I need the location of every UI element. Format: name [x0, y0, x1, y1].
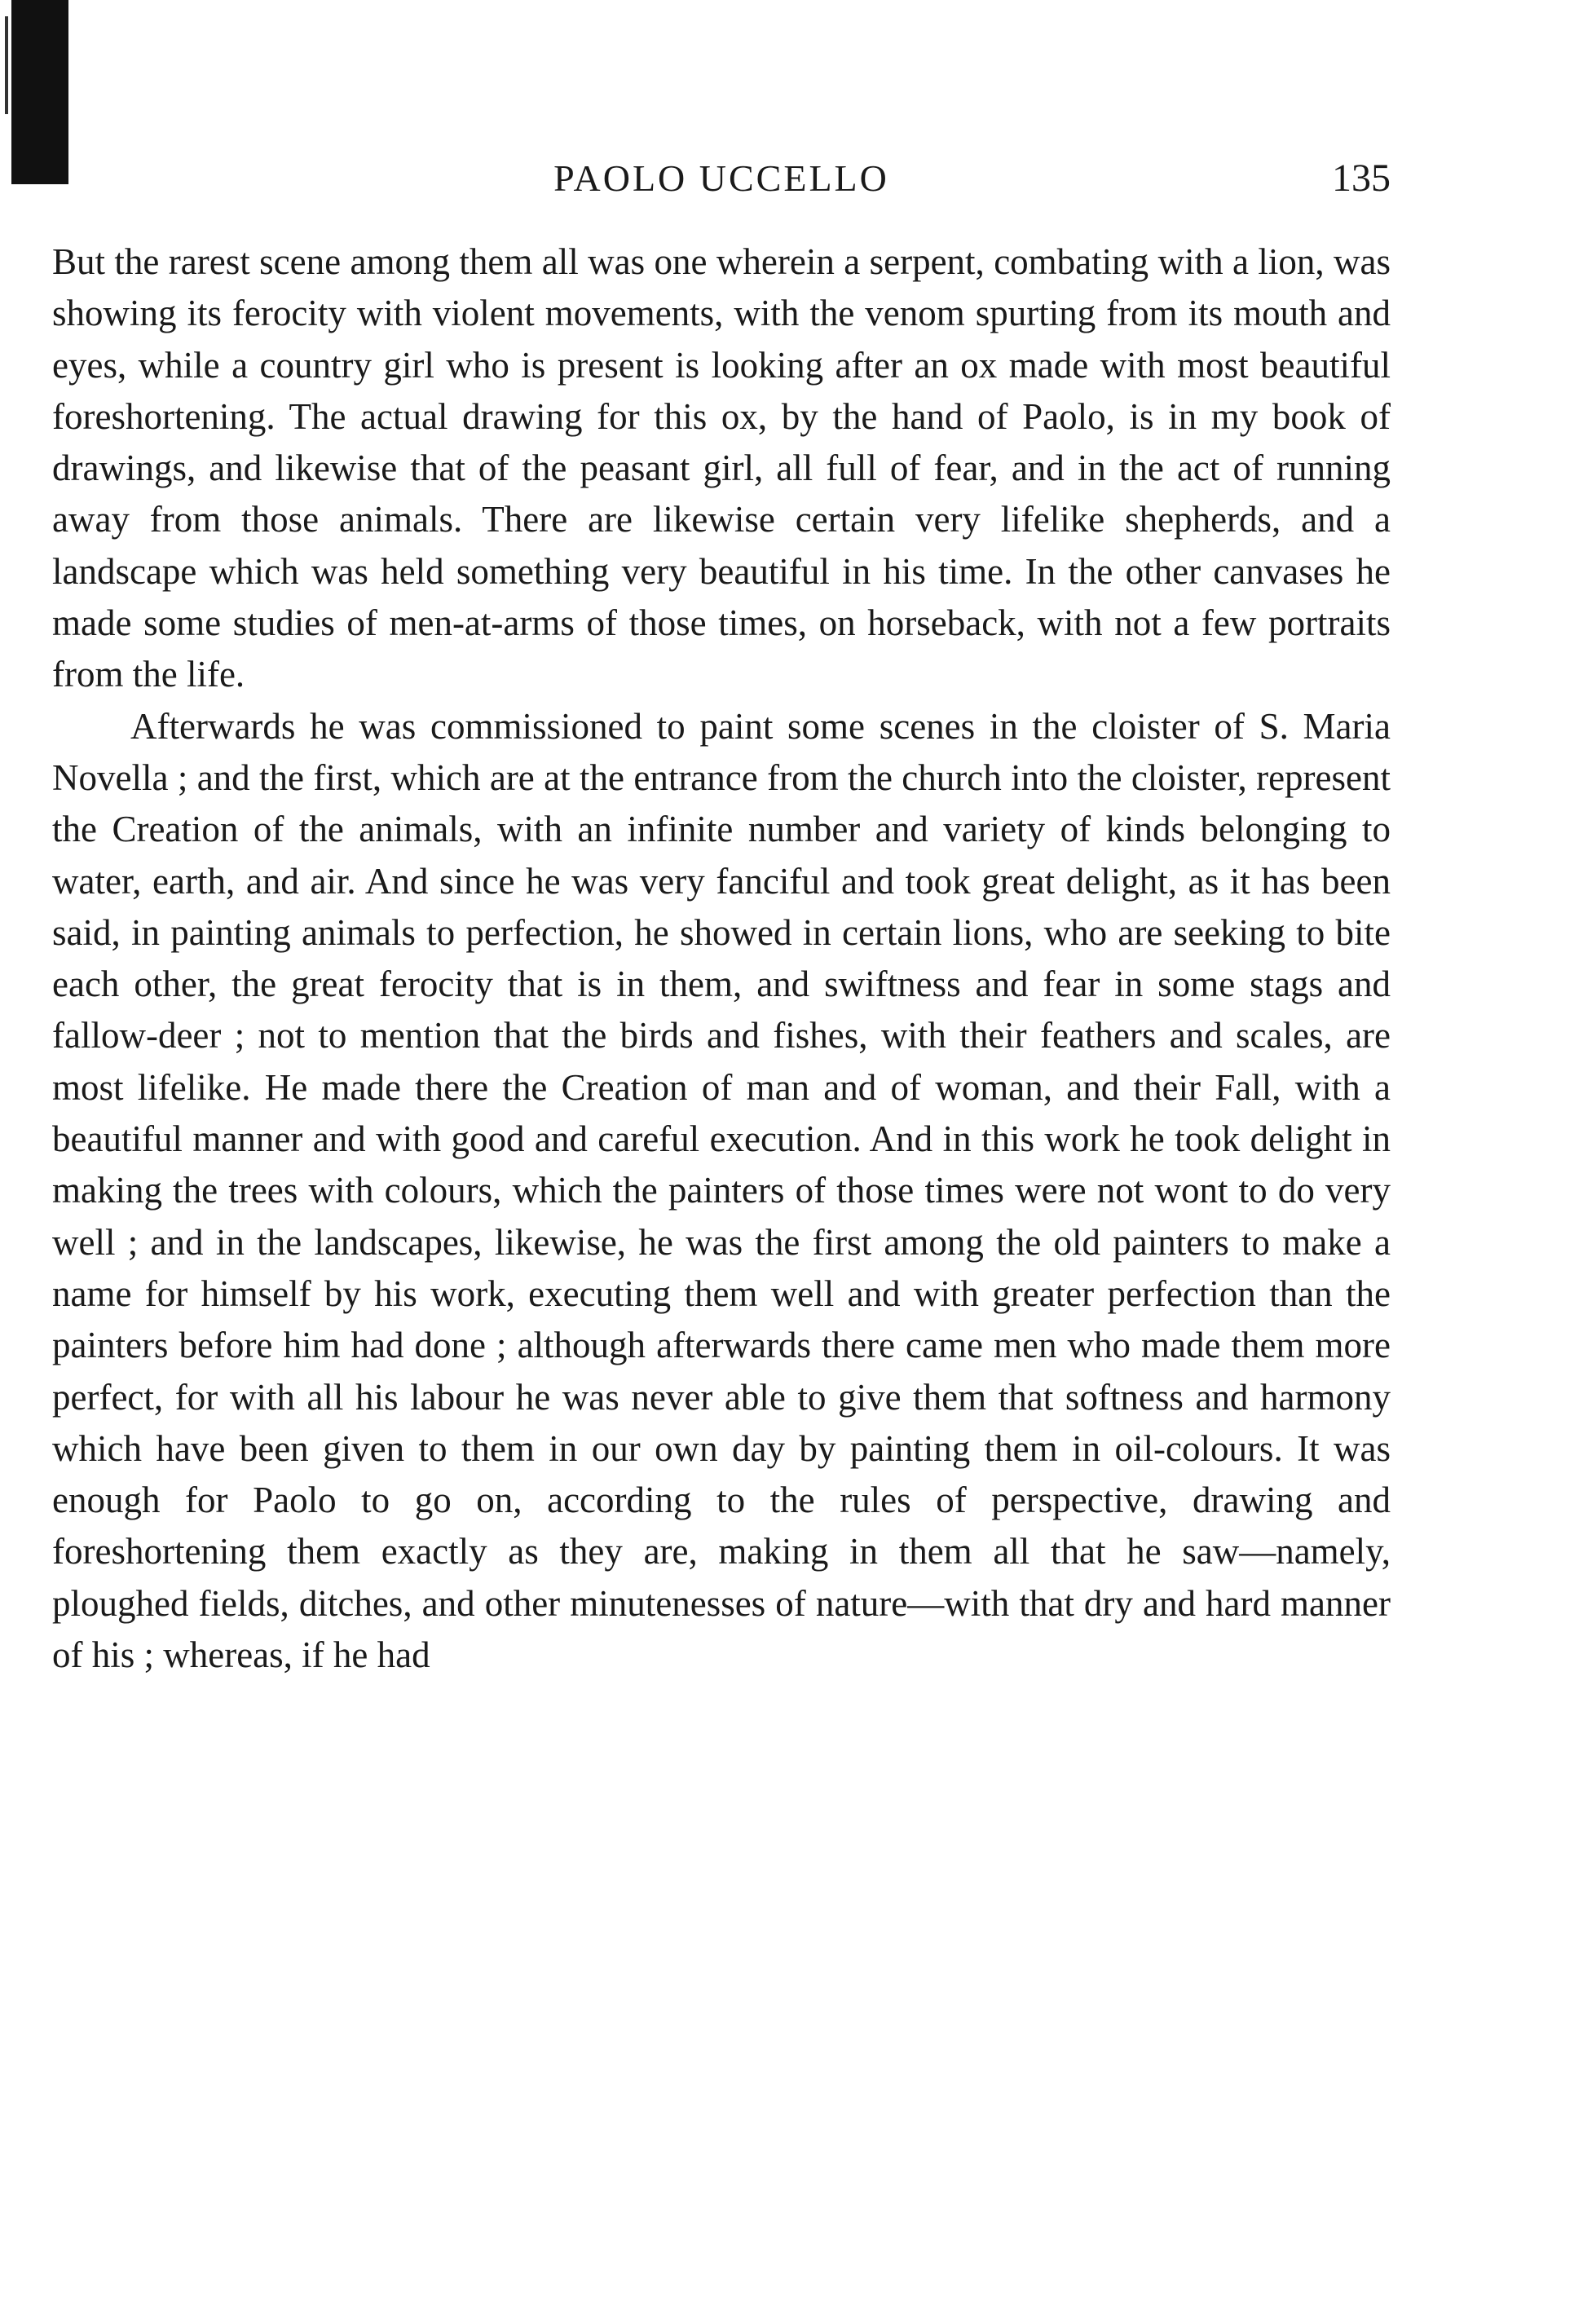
running-title: PAOLO UCCELLO	[553, 157, 889, 199]
page-number: 135	[1332, 157, 1391, 200]
page-header	[52, 150, 1391, 207]
paragraph-2: Afterwards he was commissioned to paint some scenes in the cloister of S. Maria Novella ; and the first, which are at the entrance from the church into the cloister, represent the Creation of the animals, with an infinite number and variety of kinds belonging to water, earth, and air. And since he was very fanciful and took great delight, as it has been said, in painting animals to perfection, he showed in certain lions, who are seeking to bite each other, the great ferocity that is in them, and swiftness and fear in some stags and fallow-deer ; not to mention that the birds and fishes, with their feathers and scales, are most lifelike. He made there the Creation of man and of woman, and their Fall, with a beautiful manner and with good and careful execution. And in this work he took delight in making the trees with colours, which the painters of those times were not wont to do very well ; and in the landscapes, likewise, he was the first among the old painters to make a name for himself by his work, executing them well and with greater perfection than the painters before him had done ; although afterwards there came men who made them more perfect, for with all his labour he was never able to give them that softness and harmony which have been given to them in our own day by painting them in oil-colours. It was enough for Paolo to go on, according to the rules of perspective, drawing and foreshortening them exactly as they are, making in them all that he saw—namely, ploughed fields, ditches, and other minutenesses of nature—with that dry and hard manner of his ; whereas, if he had	[52, 705, 1391, 1676]
paragraph-1: But the rarest scene among them all was one wherein a serpent, combating with a lion, was showing its ferocity with violent movements, with the venom spurting from its mouth and eyes, while a country girl who is present is looking after an ox made with most beautiful foreshortening. The actual drawing for this ox, by the hand of Paolo, is in my book of drawings, and likewise that of the peasant girl, all full of fear, and in the act of running away from those animals. There are likewise certain very lifelike shepherds, and a landscape which was held something very beautiful in his time. In the other canvases he made some studies of men-at-arms of those times, on horseback, with not a few portraits from the life.	[52, 241, 1391, 695]
scan-margin-line	[5, 16, 8, 114]
body-text	[52, 236, 1391, 1681]
